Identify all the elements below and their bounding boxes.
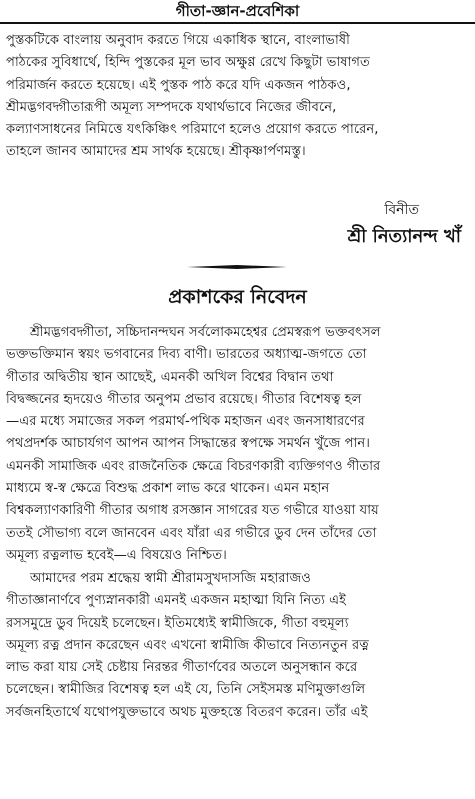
text-line: এমনকী সামাজিক এবং রাজনৈতিক ক্ষেত্রে বিচরণকারী ব্যক্তিগণও গীতার: [6, 458, 381, 474]
text-line: অমূল্য রত্নলাভ হবেই—এ বিষয়েও নিশ্চিত।: [6, 547, 227, 563]
text-line: গীতার অদ্বিতীয় স্থান আছেই, এমনকী অখিল বিশ্বের বিদ্বান তথা: [6, 369, 334, 385]
intro-paragraph: [6, 30, 469, 164]
text-line: গীতাজ্ঞানার্ণবে পুণ্যস্নানকারী এমনই একজন মহাত্মা যিনি নিত্য এই: [6, 593, 346, 609]
text-line: রসসমুদ্রে ডুব দিয়েই চলেছেন। ইতিমধ্যেই স্বামীজিকে, গীতা বহুমূল্য: [6, 615, 349, 631]
text-line: চলেছেন। স্বামীজির বিশেষত্ব হল এই যে, তিনি সেইসমস্ত মণিমুক্তাগুলি: [6, 682, 366, 698]
text-line: কল্যাণসাধনের নিমিত্তে যৎকিঞ্চিৎ পরিমাণে হলেও প্রয়োগ করতে পারেন,: [6, 122, 379, 138]
text-line: পাঠকের সুবিধার্থে, হিন্দি পুস্তকের মূল ভাব অক্ষুণ্ণ রেখে কিছুটা ভাষাগত: [6, 55, 370, 71]
publisher-paragraph-2: [6, 568, 469, 724]
text-line: —এর মধ্যে সমাজের সকল পরমার্থ-পথিক মহাজন এবং জনসাধারণের: [6, 414, 365, 430]
text-line: তাহলে জানব আমাদের শ্রম সার্থক হয়েছে। শ্রীকৃষ্ণার্পণমস্তু।: [6, 144, 306, 160]
text-line: মাধ্যমে স্ব-স্ব ক্ষেত্রে বিশুদ্ধ প্রকাশ লাভ করে থাকেন। এমন মহান: [6, 481, 330, 497]
text-line: ততই সৌভাগ্য বলে জানবেন এবং যাঁরা এর গভীরে ডুব দেন তাঁদের তো: [6, 525, 377, 541]
running-header: [0, 0, 475, 24]
signature-name: শ্রী নিত্যানন্দ খাঁ: [347, 226, 461, 247]
running-header-title: গীতা-জ্ঞান-প্রবেশিকা: [175, 2, 300, 20]
text-line: শ্রীমদ্ভগবদ্গীতারূপী অমূল্য সম্পদকে যথার্থভাবে নিজের জীবনে,: [6, 99, 337, 115]
text-line: পুস্তকটিকে বাংলায় অনুবাদ করতে গিয়ে একাধিক স্থানে, বাংলাভাষী: [6, 33, 350, 48]
text-line: লাভ করা যায় সেই চেষ্টায় নিরন্তর গীতার্ণবের অতলে অনুসন্ধান করে: [6, 660, 358, 676]
signature-label: বিনীত: [384, 202, 419, 218]
text-line: ভক্তভক্তিমান স্বয়ং ভগবানের দিব্য বাণী। ভারতের অধ্যাত্ম-জগতে তো: [6, 347, 367, 363]
text-line: সর্বজনহিতার্থে যথোপযুক্তভাবে অথচ মুক্তহস্তে বিতরণ করেন। তাঁর এই: [6, 704, 368, 720]
text-line: বিদ্বজ্জনের হৃদয়েও গীতার অনুপম প্রভাব রয়েছে। গীতার বিশেষত্ব হল: [6, 391, 362, 407]
text-line: পথপ্রদর্শক আচার্যগণ আপন আপন সিদ্ধান্তের স্বপক্ষে সমর্থন খুঁজে পান।: [6, 436, 370, 452]
ornamental-divider: [187, 264, 287, 270]
text-line: শ্রীমদ্ভগবদ্গীতা, সচ্চিদানন্দঘন সর্বলোকমহেশ্বর প্রেমস্বরূপ ভক্তবৎসল: [30, 325, 381, 340]
text-line: বিশ্বকল্যাণকারিণী গীতার অগাধ রসজ্ঞান সাগরের যত গভীরে যাওয়া যায়: [6, 503, 379, 519]
text-line: অমূল্য রত্ন প্রদান করেছেন এবং এখনো স্বামীজি কীভাবে নিত্যনতুন রত্ন: [6, 637, 369, 653]
publisher-paragraph-1: [6, 322, 469, 567]
divider-rule-icon: [187, 264, 287, 270]
text-line: আমাদের পরম শ্রদ্ধেয় স্বামী শ্রীরামসুখদাসজি মহারাজও: [30, 571, 311, 586]
text-line: পরিমার্জন করতে হয়েছে। এই পুস্তক পাঠ করে যদি একজন পাঠকও,: [6, 77, 351, 93]
section-title: প্রকাশকের নিবেদন: [168, 286, 307, 308]
